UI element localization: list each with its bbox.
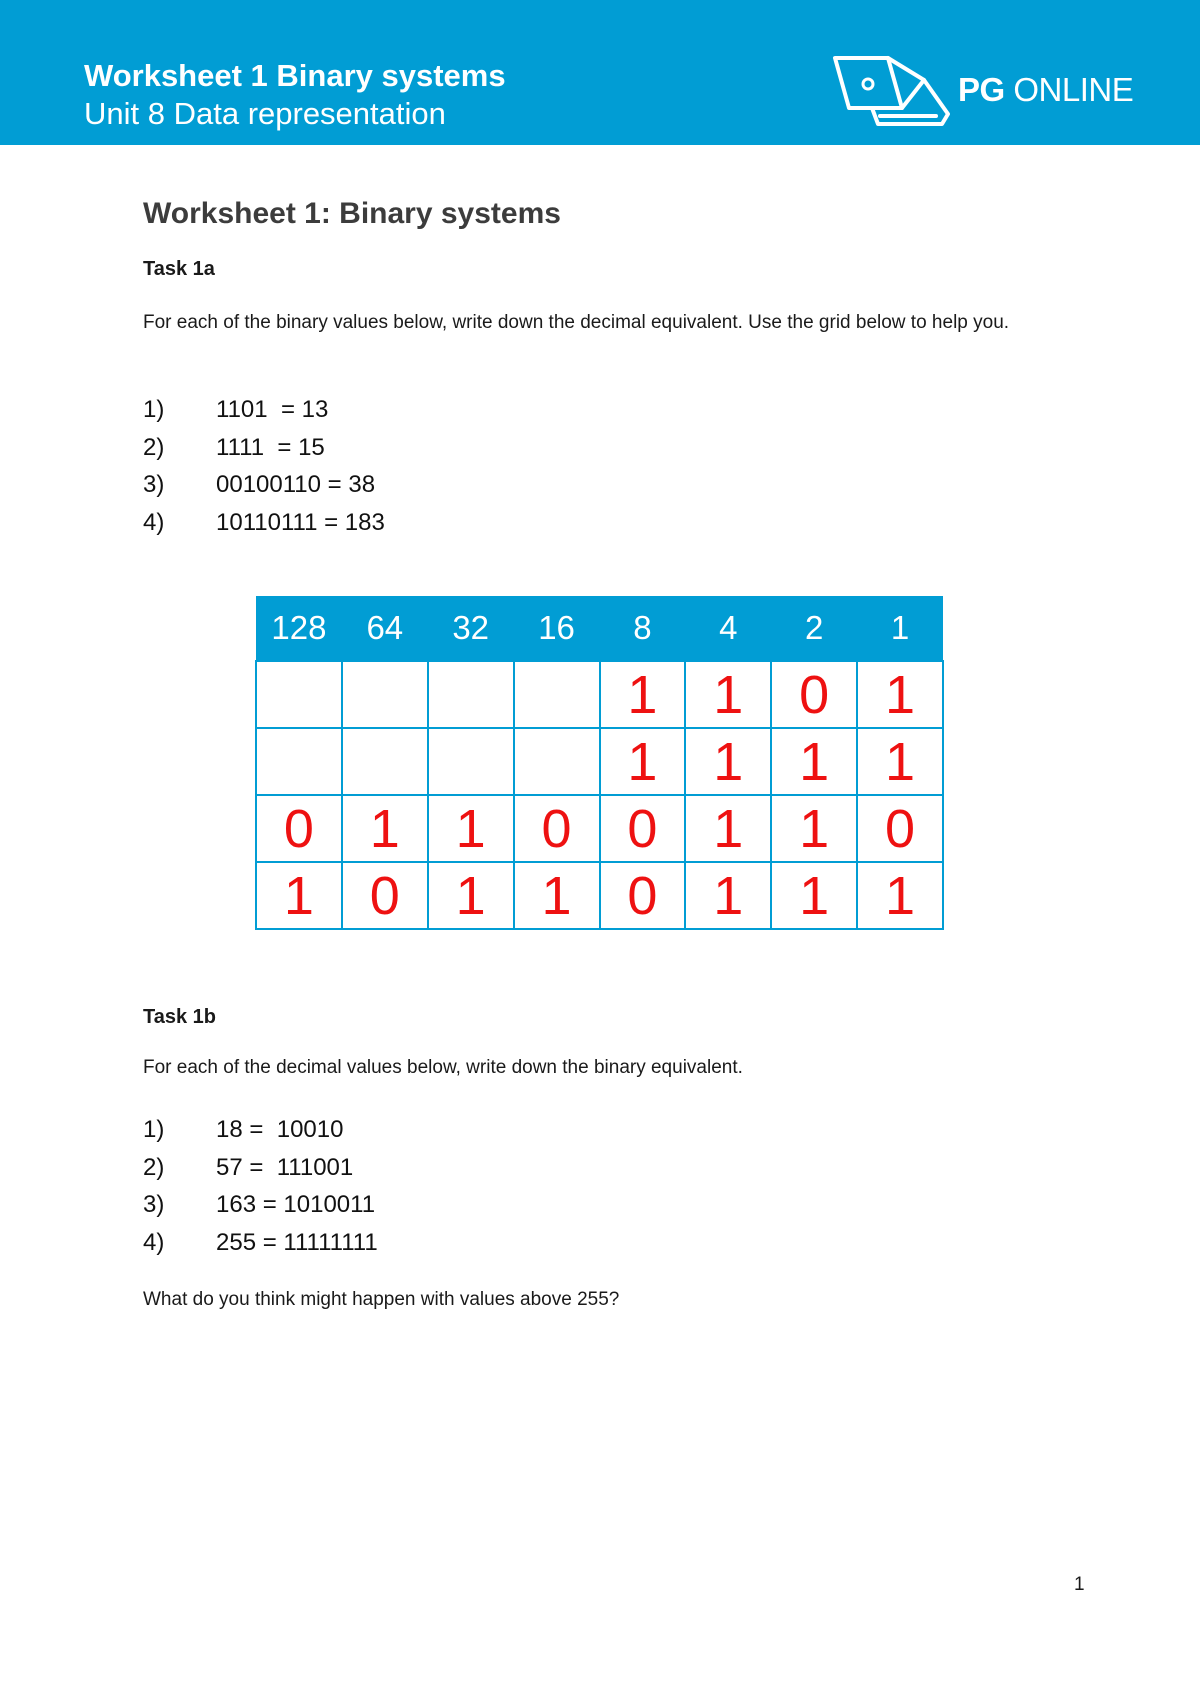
- task-1a-title: Task 1a: [143, 258, 215, 280]
- list-item: [143, 1111, 378, 1149]
- grid-header-row: [256, 596, 943, 661]
- list-item: [143, 504, 385, 542]
- item-text: 57 = 111001: [216, 1153, 354, 1181]
- item-number: 3): [143, 1191, 165, 1218]
- page-heading: Worksheet 1: Binary systems: [143, 197, 561, 230]
- grid-cell: [342, 728, 428, 795]
- item-text: 163 = 1010011: [216, 1191, 376, 1218]
- item-text: 00100110 = 38: [216, 471, 376, 498]
- grid-cell: [428, 661, 514, 728]
- task-1b-instructions: For each of the decimal values below, write down the binary equivalent.: [143, 1057, 743, 1078]
- grid-cell: [342, 661, 428, 728]
- grid-cell: 1: [514, 862, 600, 929]
- grid-cell: 0: [600, 795, 686, 862]
- grid-cell: 1: [771, 795, 857, 862]
- unit-subtitle: Unit 8 Data representation: [84, 96, 446, 131]
- grid-header-cell: 64: [342, 596, 428, 661]
- grid-cell: 1: [600, 661, 686, 728]
- list-item: [143, 429, 385, 467]
- header-banner: [0, 0, 1200, 145]
- grid-cell: 1: [600, 728, 686, 795]
- list-item: [143, 391, 385, 429]
- item-number: 4): [143, 508, 165, 536]
- item-number: 3): [143, 471, 165, 498]
- task-1b-title: Task 1b: [143, 1006, 216, 1028]
- item-text: 1111 = 15: [216, 433, 325, 461]
- task-1b-list: [143, 1111, 378, 1261]
- table-row: [256, 661, 943, 728]
- grid-cell: 0: [600, 862, 686, 929]
- grid-cell: 1: [256, 862, 342, 929]
- grid-cell: 1: [428, 795, 514, 862]
- grid-cell: 1: [771, 728, 857, 795]
- item-number: 2): [143, 1153, 165, 1181]
- grid-cell: [256, 661, 342, 728]
- grid-cell: 1: [857, 862, 943, 929]
- grid-cell: 1: [857, 728, 943, 795]
- page-number: 1: [1074, 1574, 1085, 1595]
- task-1a-list: [143, 391, 385, 541]
- item-number: 4): [143, 1228, 165, 1256]
- grid-cell: 1: [771, 862, 857, 929]
- grid-header-cell: 8: [600, 596, 686, 661]
- grid-cell: [256, 728, 342, 795]
- list-item: [143, 466, 385, 504]
- grid-cell: 1: [428, 862, 514, 929]
- list-item: [143, 1186, 378, 1224]
- list-item: [143, 1224, 378, 1262]
- item-text: 255 = 11111111: [216, 1228, 378, 1256]
- grid-header-cell: 128: [256, 596, 342, 661]
- task-1b-question: What do you think might happen with values above 255?: [143, 1289, 620, 1310]
- table-row: [256, 728, 943, 795]
- list-item: [143, 1149, 378, 1187]
- grid-cell: 1: [685, 862, 771, 929]
- grid-header-cell: 1: [857, 596, 943, 661]
- binary-place-value-grid: [255, 596, 944, 930]
- grid-cell: 0: [514, 795, 600, 862]
- grid-cell: 1: [857, 661, 943, 728]
- grid-cell: 0: [342, 862, 428, 929]
- grid-header-cell: 32: [428, 596, 514, 661]
- grid-cell: 0: [256, 795, 342, 862]
- grid-cell: 1: [342, 795, 428, 862]
- grid-header-cell: 16: [514, 596, 600, 661]
- pg-online-logo: [832, 50, 1132, 130]
- grid-cell: [428, 728, 514, 795]
- task-1a-instructions: For each of the binary values below, write down the decimal equivalent. Use the grid below to help you.: [143, 312, 1010, 333]
- item-text: 1101 = 13: [216, 396, 329, 423]
- item-number: 1): [143, 1116, 165, 1143]
- item-number: 2): [143, 433, 165, 461]
- grid-cell: 0: [857, 795, 943, 862]
- grid-header-cell: 4: [685, 596, 771, 661]
- logo-pg: PG: [958, 71, 1005, 108]
- grid-cell: [514, 661, 600, 728]
- logo-wordmark: [958, 70, 1133, 110]
- logo-online: ONLINE: [1004, 71, 1134, 108]
- grid-cell: 0: [771, 661, 857, 728]
- grid-cell: [514, 728, 600, 795]
- worksheet-title: Worksheet 1 Binary systems: [84, 58, 506, 93]
- item-number: 1): [143, 396, 165, 423]
- item-text: 18 = 10010: [216, 1116, 344, 1143]
- grid-cell: 1: [685, 795, 771, 862]
- grid-cell: 1: [685, 728, 771, 795]
- grid-cell: 1: [685, 661, 771, 728]
- table-row: [256, 862, 943, 929]
- grid-header-cell: 2: [771, 596, 857, 661]
- table-row: [256, 795, 943, 862]
- item-text: 10110111 = 183: [216, 508, 385, 536]
- laptop-icon: [832, 50, 962, 130]
